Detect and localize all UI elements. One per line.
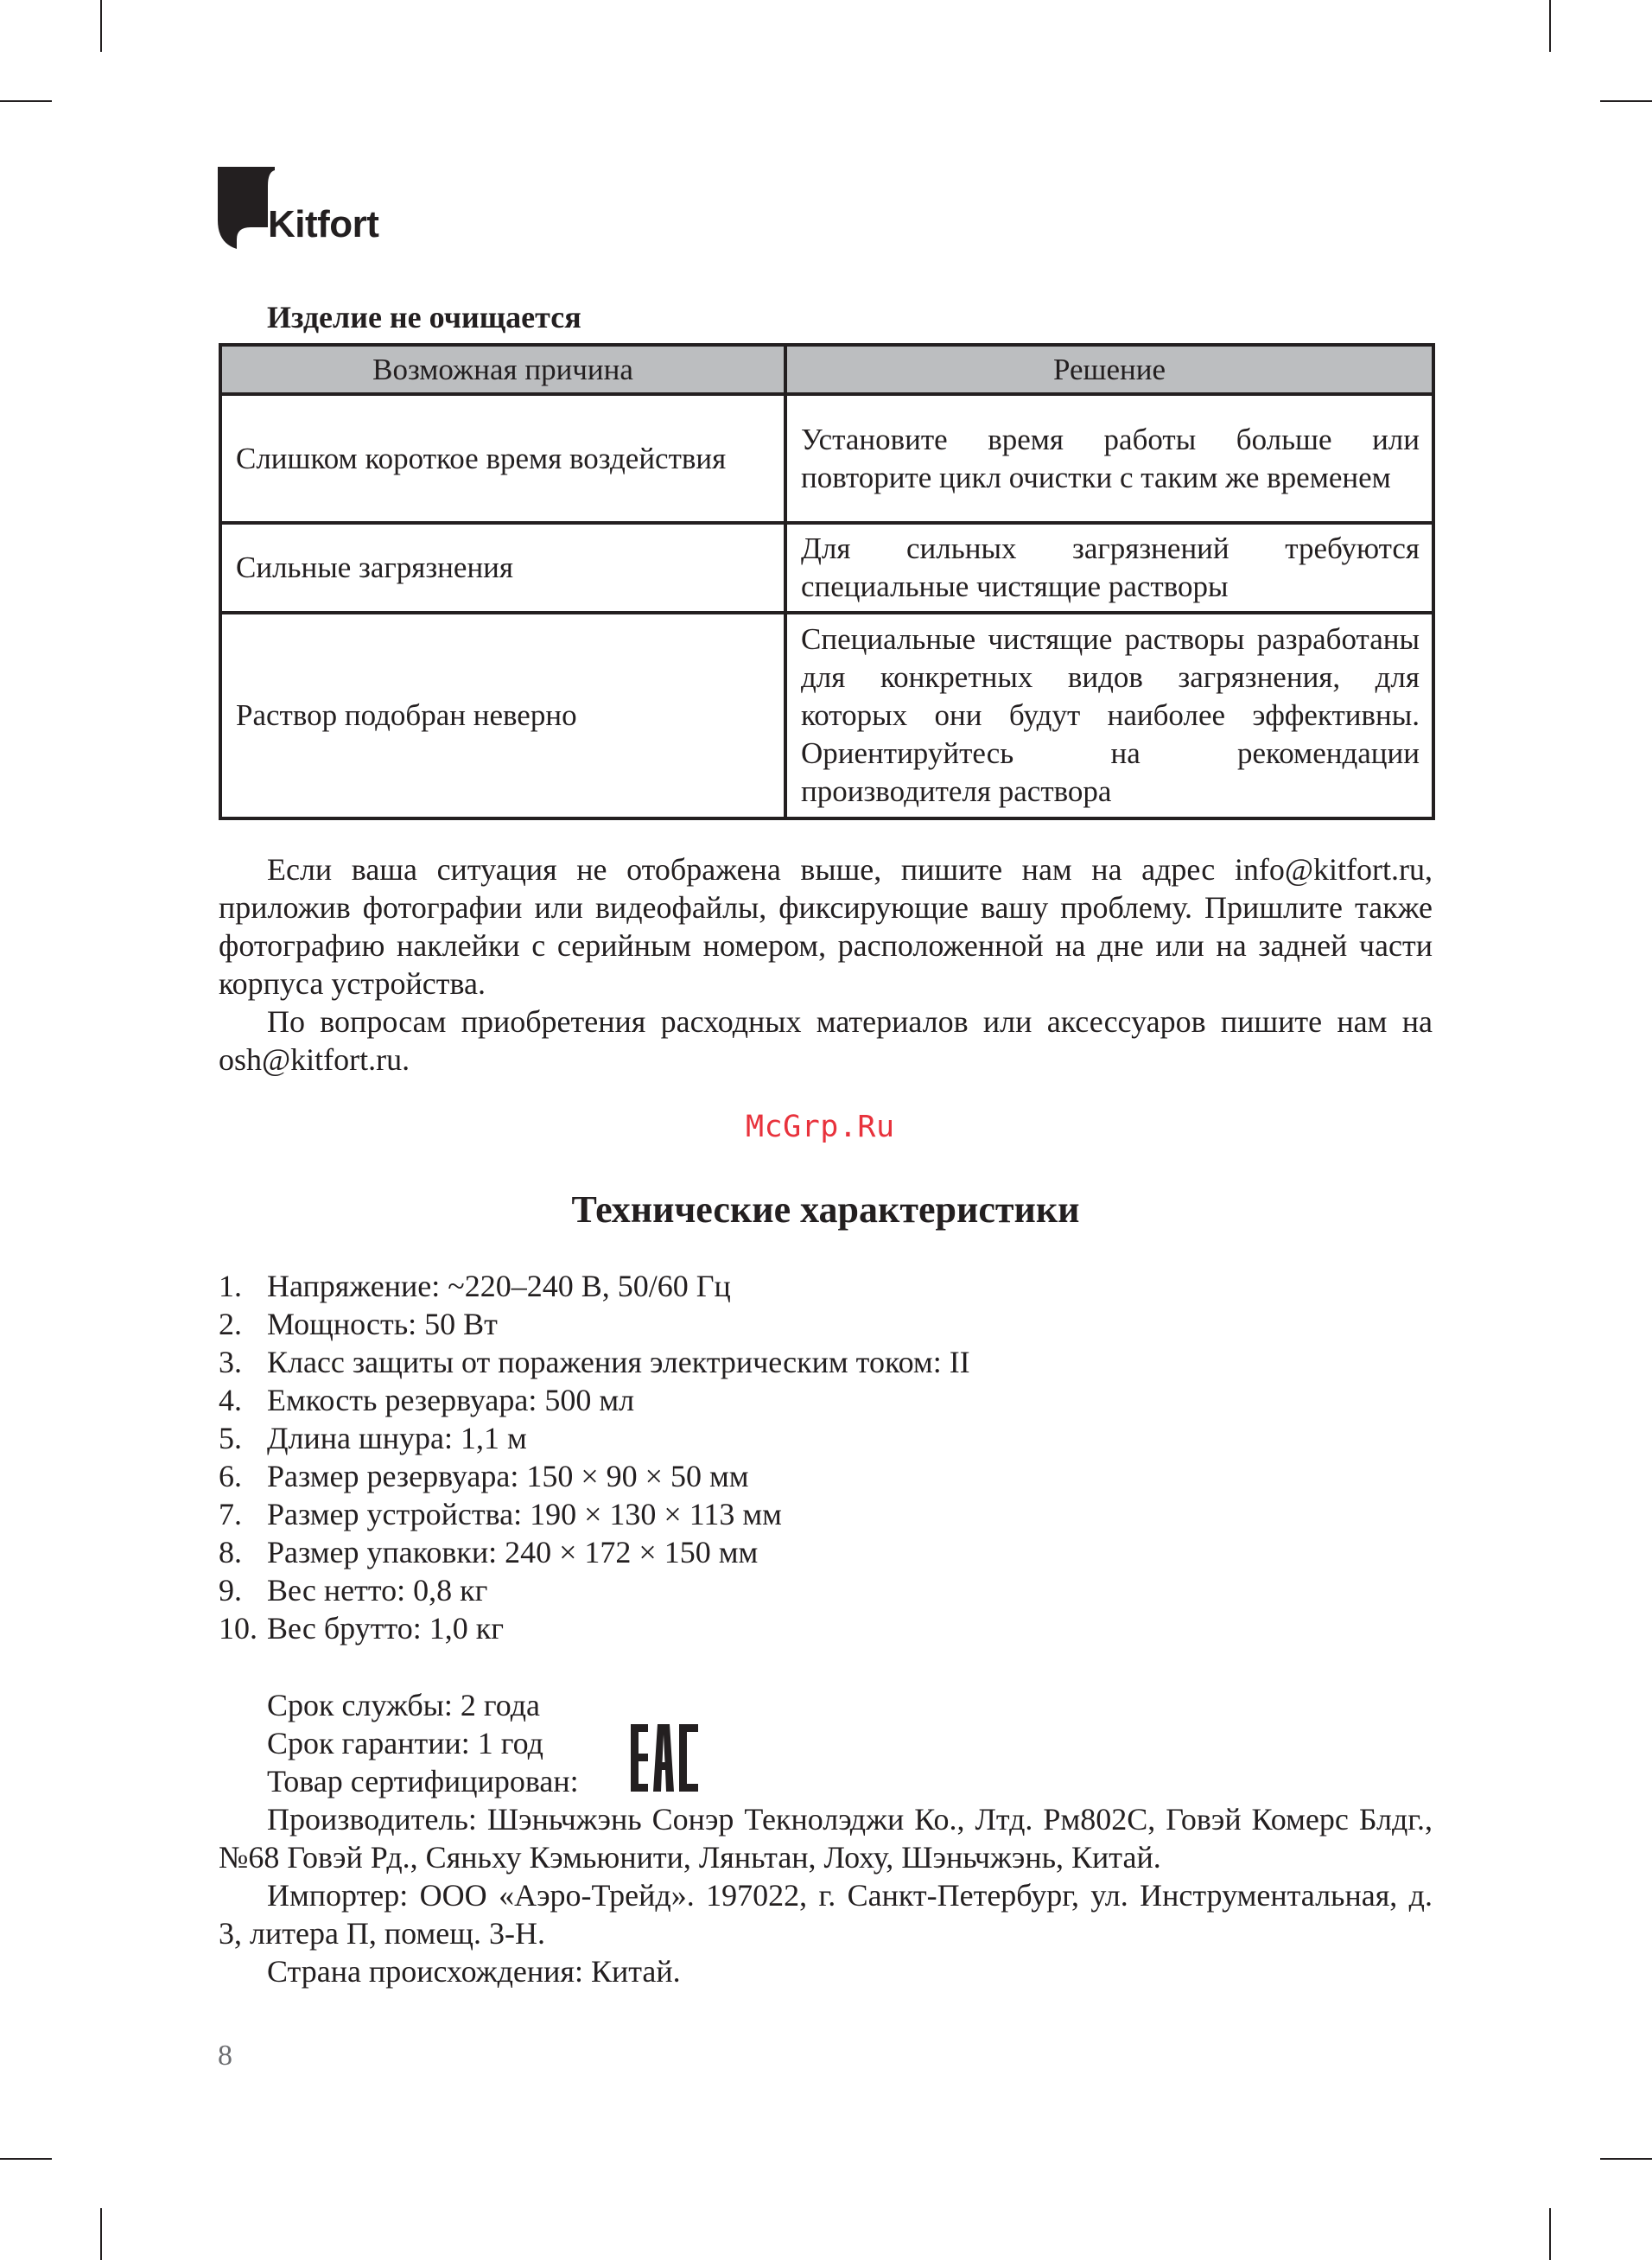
eac-certification-icon (629, 1722, 700, 1793)
list-item-number: 6. (219, 1459, 242, 1493)
accessories-paragraph: По вопросам приобретения расходных материалов или аксессуаров пишите нам на osh@kitfort.ru. (219, 1004, 1433, 1077)
section-heading: Изделие не очищается (267, 300, 581, 334)
cause-cell: Раствор подобран неверно (220, 613, 785, 818)
solution-cell: Установите время работы больше или повторите цикл очистки с таким же временем (785, 394, 1433, 523)
list-item-number: 7. (219, 1497, 242, 1531)
crop-mark (1549, 0, 1551, 52)
list-item-number: 5. (219, 1421, 242, 1455)
troubleshooting-table (219, 343, 1435, 820)
crop-mark (1549, 2208, 1551, 2260)
list-item-number: 4. (219, 1383, 242, 1417)
specs-list (219, 1267, 970, 1647)
importer: Импортер: ООО «Аэро-Трейд». 197022, г. Санкт-Петербург, ул. Инструментальная, д. 3, литера П, помещ. 3-Н. (219, 1878, 1433, 1951)
manufacturer: Производитель: Шэньчжэнь Сонэр Текнолэджи Ко., Лтд. Рм802С, Говэй Комерс Блдг., №68 Говэй Рд., Сяньху Кэмьюнити, Ляньтан, Лоху, Шэньчжэнь, Китай. (219, 1802, 1433, 1875)
list-item-text: Вес нетто: 0,8 кг (267, 1573, 488, 1607)
list-item-number: 10. (219, 1611, 257, 1646)
list-item (219, 1305, 970, 1343)
list-item-number: 8. (219, 1535, 242, 1569)
crop-mark (1600, 2158, 1652, 2160)
list-item-number: 1. (219, 1269, 242, 1303)
crop-mark (0, 2158, 52, 2160)
watermark: McGrp.Ru (746, 1110, 895, 1144)
list-item-text: Размер резервуара: 150 × 90 × 50 мм (267, 1459, 749, 1493)
certified-label: Товар сертифицирован: (267, 1764, 579, 1798)
crop-mark (100, 0, 102, 52)
list-item (219, 1609, 970, 1647)
list-item (219, 1571, 970, 1609)
cause-cell: Слишком короткое время воздействия (220, 394, 785, 523)
list-item (219, 1381, 970, 1419)
brand-name: Kitfort (268, 203, 379, 245)
list-item-text: Емкость резервуара: 500 мл (267, 1383, 635, 1417)
crop-mark (0, 100, 52, 102)
solution-cell: Специальные чистящие растворы разработаны для конкретных видов загрязнения, для которых они будут наиболее эффективны. Ориентируйтесь на рекомендации производителя раствора (785, 613, 1433, 818)
kitfort-logo (218, 167, 391, 249)
list-item-number: 2. (219, 1307, 242, 1341)
table-row (220, 394, 1433, 523)
solution-cell: Для сильных загрязнений требуются специальные чистящие растворы (785, 523, 1433, 613)
list-item (219, 1267, 970, 1305)
list-item-number: 9. (219, 1573, 242, 1607)
crop-mark (1600, 100, 1652, 102)
table-row (220, 523, 1433, 613)
country-of-origin: Страна происхождения: Китай. (267, 1954, 681, 1989)
cause-cell: Сильные загрязнения (220, 523, 785, 613)
contact-paragraph: Если ваша ситуация не отображена выше, пишите нам на адрес info@kitfort.ru, приложив фотографии или видеофайлы, фиксирующие вашу проблему. Пришлите также фотографию наклейки с серийным номером, расположенной на дне или на задней части корпуса устройства. (219, 852, 1433, 1001)
list-item (219, 1457, 970, 1495)
list-item (219, 1533, 970, 1571)
list-item (219, 1495, 970, 1533)
list-item (219, 1343, 970, 1381)
list-item (219, 1419, 970, 1457)
list-item-text: Длина шнура: 1,1 м (267, 1421, 527, 1455)
column-header-cause: Возможная причина (220, 345, 785, 394)
column-header-solution: Решение (785, 345, 1433, 394)
table-row (220, 613, 1433, 818)
table-header-row (220, 345, 1433, 394)
crop-mark (100, 2208, 102, 2260)
specs-title: Технические характеристики (571, 1188, 1080, 1231)
list-item-text: Размер устройства: 190 × 130 × 113 мм (267, 1497, 782, 1531)
list-item-text: Мощность: 50 Вт (267, 1307, 498, 1341)
list-item-text: Напряжение: ~220–240 В, 50/60 Гц (267, 1269, 731, 1303)
list-item-number: 3. (219, 1345, 242, 1379)
warranty: Срок гарантии: 1 год (267, 1726, 543, 1760)
list-item-text: Вес брутто: 1,0 кг (267, 1611, 504, 1646)
page-number: 8 (218, 2040, 232, 2072)
service-life: Срок службы: 2 года (267, 1688, 541, 1722)
list-item-text: Размер упаковки: 240 × 172 × 150 мм (267, 1535, 759, 1569)
list-item-text: Класс защиты от поражения электрическим током: II (267, 1345, 970, 1379)
